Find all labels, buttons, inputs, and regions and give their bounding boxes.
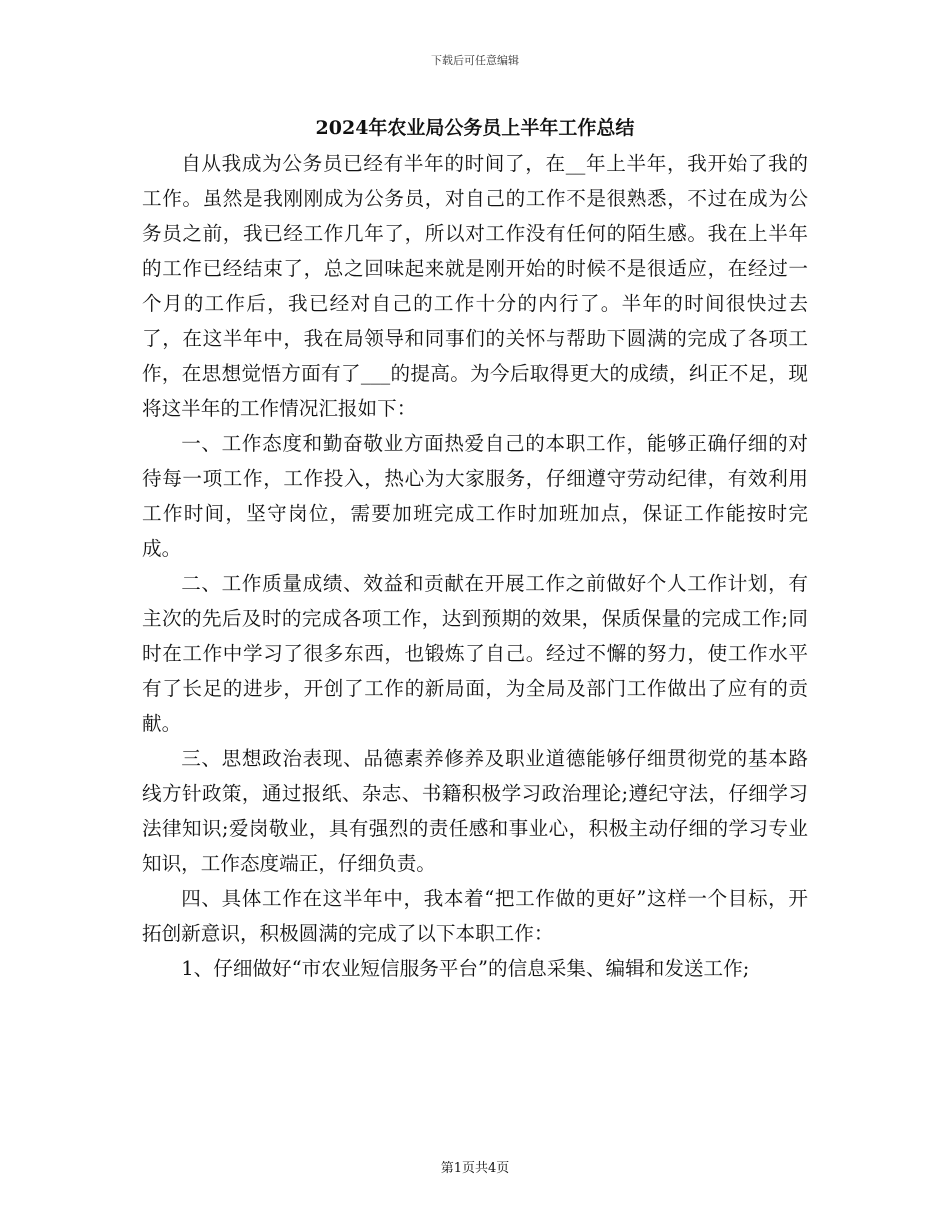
paragraph-work-quality: 二、工作质量成绩、效益和贡献在开展工作之前做好个人工作计划，有主次的先后及时的完成各项工作，达到预期的效果，保质保量的完成工作;同时在工作中学习了很多东西，也锻炼了自己。经过不懈的努力，使工作水平有了长足的进步，开创了工作的新局面，为全局及部门工作做出了应有的贡献。	[142, 572, 808, 735]
paragraph-specific-work: 四、具体工作在这半年中，我本着“把工作做的更好”这样一个目标，开拓创新意识，积极圆满的完成了以下本职工作：	[142, 887, 808, 945]
paragraph-work-attitude: 一、工作态度和勤奋敬业方面热爱自己的本职工作，能够正确仔细的对待每一项工作，工作投入，热心为大家服务，仔细遵守劳动纪律，有效利用工作时间，坚守岗位，需要加班完成工作时加班加点，保证工作能按时完成。	[142, 432, 808, 560]
paragraph-political-performance: 三、思想政治表现、品德素养修养及职业道德能够仔细贯彻党的基本路线方针政策，通过报纸、杂志、书籍积极学习政治理论;遵纪守法，仔细学习法律知识;爱岗敬业，具有强烈的责任感和事业心，积极主动仔细的学习专业知识，工作态度端正，仔细负责。	[142, 747, 808, 875]
paragraph-item-1: 1、仔细做好“市农业短信服务平台”的信息采集、编辑和发送工作;	[181, 957, 750, 980]
document-body	[142, 146, 808, 986]
page-number: 第1页共4页	[440, 1161, 510, 1176]
page-header-note: 下载后可任意编辑	[431, 54, 519, 67]
paragraph-intro: 自从我成为公务员已经有半年的时间了，在__年上半年，我开始了我的工作。虽然是我刚刚成为公务员，对自己的工作不是很熟悉，不过在成为公务员之前，我已经工作几年了，所以对工作没有任何的陌生感。我在上半年的工作已经结束了，总之回味起来就是刚开始的时候不是很适应，在经过一个月的工作后，我已经对自己的工作十分的内行了。半年的时间很快过去了，在这半年中，我在局领导和同事们的关怀与帮助下圆满的完成了各项工作，在思想觉悟方面有了___的提高。为今后取得更大的成绩，纠正不足，现将这半年的工作情况汇报如下：	[142, 152, 808, 420]
document-title: 2024年农业局公务员上半年工作总结	[315, 117, 635, 139]
